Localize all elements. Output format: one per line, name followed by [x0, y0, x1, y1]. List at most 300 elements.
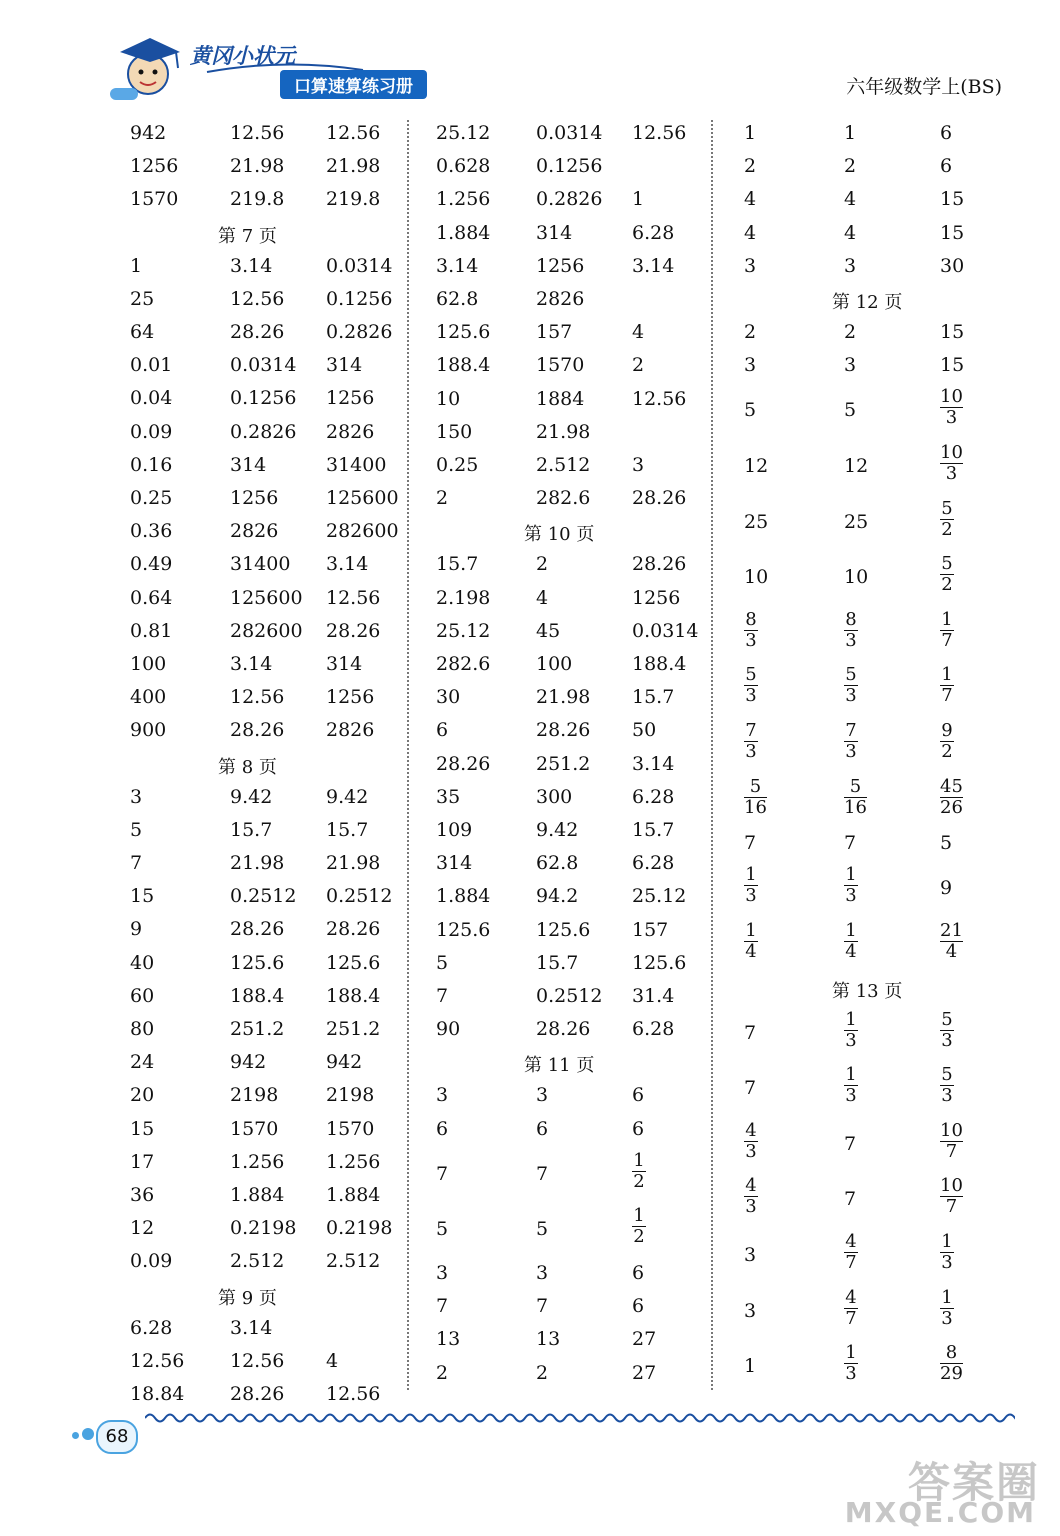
answer-value: 7 — [844, 1132, 857, 1155]
answer-value: 3 — [744, 1299, 757, 1322]
answer-value: 10 — [844, 566, 869, 589]
fraction-answer — [940, 777, 963, 818]
answer-value: 15 — [940, 354, 965, 377]
answer-value: 188.4 — [326, 984, 381, 1007]
answer-value: 4 — [844, 188, 857, 211]
answer-value: 125.6 — [230, 951, 285, 974]
answer-value: 28.26 — [536, 1018, 591, 1041]
answer-value: 7 — [844, 1188, 857, 1211]
answer-value: 30 — [436, 686, 461, 709]
answer-value: 35 — [436, 785, 461, 808]
answer-value: 28.26 — [632, 487, 687, 510]
answer-value: 7 — [744, 1077, 757, 1100]
numerator: 5 — [941, 1008, 953, 1030]
denominator: 3 — [941, 1252, 953, 1273]
answer-value: 251.2 — [326, 1018, 381, 1040]
answer-value: 21.98 — [326, 852, 381, 874]
denominator: 3 — [941, 1029, 953, 1051]
answer-value: 9.42 — [536, 819, 579, 841]
fraction-answer — [844, 921, 858, 962]
fraction-answer — [940, 1121, 963, 1162]
answer-value: 100 — [130, 653, 167, 675]
numerator: 4 — [745, 1119, 757, 1141]
answer-value: 3.14 — [632, 752, 675, 775]
answer-value: 90 — [436, 1018, 461, 1041]
numerator: 5 — [845, 664, 857, 686]
answer-value: 25.12 — [436, 122, 491, 144]
brand-subtitle: 口算速算练习册 — [280, 70, 427, 99]
numerator: 1 — [745, 920, 757, 941]
fraction-answer — [940, 1065, 954, 1106]
answer-value: 3.14 — [326, 553, 369, 576]
answer-value: 5 — [436, 1218, 449, 1241]
answer-value: 21.98 — [536, 686, 591, 709]
answer-value: 3 — [536, 1084, 549, 1107]
answer-value: 0.0314 — [632, 619, 699, 642]
answer-value: 2 — [536, 553, 549, 576]
answer-value: 10 — [744, 566, 769, 589]
fraction-answer — [940, 1010, 954, 1051]
answer-value: 28.26 — [326, 918, 381, 941]
answer-value: 1 — [632, 188, 645, 211]
answer-value: 6.28 — [632, 785, 675, 808]
answer-value: 6 — [436, 1117, 449, 1140]
answer-value: 0.2512 — [536, 985, 603, 1007]
numerator: 1 — [941, 1231, 953, 1252]
answer-value: 125.6 — [632, 951, 687, 974]
answer-value: 125.6 — [326, 951, 381, 974]
answer-value: 80 — [130, 1018, 155, 1040]
answer-value: 28.26 — [230, 321, 285, 343]
answer-value: 12 — [844, 455, 869, 477]
denominator: 3 — [845, 741, 857, 762]
numerator: 7 — [845, 720, 857, 741]
answer-value: 6 — [536, 1117, 549, 1140]
answer-value: 1.256 — [326, 1150, 381, 1173]
fraction-answer — [940, 1232, 954, 1273]
denominator: 7 — [941, 685, 953, 707]
answer-value: 0.2826 — [536, 188, 603, 211]
answer-value: 1.256 — [436, 188, 491, 211]
decor-dot — [82, 1428, 94, 1440]
numerator: 4 — [845, 1231, 857, 1252]
answer-value: 15.7 — [536, 951, 579, 974]
answer-value: 1884 — [536, 387, 585, 410]
answer-value: 125.6 — [536, 918, 591, 941]
fraction-answer — [632, 1151, 646, 1192]
denominator: 2 — [941, 741, 953, 762]
wave-divider — [145, 1408, 1015, 1428]
answer-value: 3.14 — [436, 254, 479, 277]
answer-value: 282.6 — [536, 487, 591, 510]
answer-value: 64 — [130, 321, 155, 343]
answer-value: 9 — [130, 918, 143, 941]
denominator: 3 — [745, 685, 757, 707]
answer-value: 0.09 — [130, 1250, 173, 1273]
numerator: 1 — [845, 1342, 857, 1364]
answer-value: 15 — [940, 321, 965, 343]
numerator: 1 — [845, 864, 857, 886]
answer-value: 0.49 — [130, 553, 173, 576]
answer-value: 12.56 — [230, 287, 285, 310]
fraction-answer — [940, 1288, 954, 1329]
answer-value: 7 — [744, 1021, 757, 1044]
answer-value: 25 — [744, 510, 769, 533]
numerator: 5 — [941, 553, 953, 575]
answer-value: 942 — [130, 122, 167, 144]
answer-value: 251.2 — [230, 1018, 285, 1040]
answer-value: 3.14 — [230, 254, 273, 277]
fraction-answer — [940, 443, 963, 484]
answer-value: 3 — [536, 1262, 549, 1284]
fraction-answer — [940, 921, 963, 962]
column-divider — [711, 120, 713, 1390]
answer-value: 2826 — [230, 520, 279, 543]
answer-value: 10 — [436, 387, 461, 410]
denominator: 3 — [745, 1196, 757, 1218]
answer-value: 25.12 — [632, 885, 687, 908]
denominator: 29 — [940, 1363, 963, 1385]
numerator: 8 — [945, 1342, 958, 1364]
answer-value: 0.81 — [130, 619, 173, 642]
numerator: 1 — [845, 1064, 857, 1086]
answer-value: 2826 — [326, 420, 375, 443]
denominator: 3 — [845, 885, 857, 907]
answer-value: 25 — [844, 510, 869, 533]
answer-value: 12.56 — [130, 1349, 185, 1372]
answer-value: 4 — [536, 586, 549, 609]
denominator: 3 — [941, 1085, 953, 1107]
numerator: 1 — [845, 1008, 857, 1030]
answer-value: 15.7 — [632, 819, 675, 841]
fraction-answer — [940, 387, 963, 428]
fraction-answer — [844, 777, 867, 818]
answer-value: 12.56 — [326, 1383, 381, 1405]
answer-value: 1 — [844, 122, 857, 144]
numerator: 7 — [745, 720, 757, 741]
brand-logo — [110, 28, 470, 103]
numerator: 1 — [745, 864, 757, 886]
numerator: 8 — [845, 608, 857, 630]
answer-value: 15.7 — [230, 818, 273, 841]
answer-value: 3.14 — [230, 653, 273, 675]
page-section-label: 第 12 页 — [832, 292, 903, 313]
answer-value: 15.7 — [436, 553, 479, 576]
brand-name: 黄冈小状元 — [190, 44, 295, 68]
answer-value: 157 — [536, 321, 573, 344]
denominator: 4 — [845, 941, 857, 962]
answer-value: 0.25 — [130, 487, 173, 509]
answer-value: 12.56 — [326, 122, 381, 144]
numerator: 4 — [745, 1175, 757, 1197]
answer-value: 7 — [744, 832, 757, 855]
answer-value: 6 — [940, 155, 953, 178]
numerator: 1 — [633, 1205, 645, 1227]
page-section-label: 第 11 页 — [524, 1055, 595, 1077]
answer-value: 1.884 — [230, 1184, 285, 1206]
answer-value: 1256 — [632, 586, 681, 609]
answer-value: 1256 — [230, 487, 279, 509]
numerator: 4 — [845, 1286, 857, 1308]
answer-value: 4 — [744, 188, 757, 211]
answer-value: 7 — [536, 1162, 549, 1185]
fraction-answer — [844, 1010, 858, 1051]
answer-value: 7 — [130, 852, 143, 874]
answer-value: 3 — [844, 254, 857, 277]
denominator: 3 — [845, 1085, 857, 1107]
answer-value: 3 — [844, 354, 857, 377]
answer-value: 4 — [744, 221, 757, 244]
answer-value: 0.2512 — [326, 885, 393, 908]
watermark-sub: MXQE.COM — [844, 1496, 1036, 1529]
answer-value: 12.56 — [230, 686, 285, 709]
answer-value: 60 — [130, 984, 155, 1007]
answer-value: 2 — [744, 321, 757, 343]
answer-value: 6 — [632, 1117, 645, 1140]
denominator: 4 — [945, 941, 958, 962]
answer-value: 28.26 — [230, 719, 285, 742]
answer-value: 5 — [130, 818, 143, 841]
numerator: 5 — [849, 775, 862, 797]
denominator: 3 — [941, 1307, 953, 1329]
answer-value: 1.884 — [326, 1184, 381, 1206]
answer-value: 28.26 — [632, 553, 687, 576]
answer-value: 15.7 — [632, 686, 675, 709]
answer-value: 251.2 — [536, 752, 591, 775]
answer-value: 2 — [436, 487, 449, 510]
answer-value: 0.0314 — [230, 354, 297, 377]
answer-value: 3 — [744, 1244, 757, 1266]
answer-value: 1256 — [130, 155, 179, 178]
fraction-answer — [844, 721, 858, 762]
answer-value: 2 — [436, 1361, 449, 1384]
answer-value: 0.2198 — [230, 1217, 297, 1240]
denominator: 4 — [745, 941, 757, 962]
answer-value: 314 — [326, 653, 363, 675]
answer-value: 25 — [130, 287, 155, 310]
answer-value: 24 — [130, 1051, 155, 1074]
denominator: 2 — [633, 1170, 645, 1192]
answer-value: 282600 — [326, 520, 399, 543]
denominator: 7 — [845, 1307, 857, 1329]
answer-value: 1.256 — [230, 1150, 285, 1173]
answer-value: 21.98 — [326, 155, 381, 178]
answer-value: 12.56 — [326, 586, 381, 609]
answer-value: 0.628 — [436, 155, 491, 178]
answer-value: 17 — [130, 1150, 155, 1173]
numerator: 5 — [745, 664, 757, 686]
answer-value: 3 — [744, 354, 757, 377]
denominator: 3 — [945, 463, 958, 484]
answer-value: 7 — [436, 1295, 449, 1318]
answer-value: 6.28 — [632, 852, 675, 875]
fraction-answer — [744, 665, 758, 706]
page-section-label: 第 13 页 — [832, 980, 903, 1002]
answer-value: 25.12 — [436, 619, 491, 642]
denominator: 3 — [745, 629, 757, 651]
fraction-answer — [744, 921, 758, 962]
answer-value: 3.14 — [632, 254, 675, 277]
fraction-answer — [844, 610, 858, 651]
answer-value: 6 — [632, 1262, 645, 1284]
answer-value: 0.64 — [130, 586, 173, 609]
denominator: 16 — [744, 796, 767, 818]
answer-value: 9.42 — [230, 785, 273, 808]
answer-value: 3.14 — [230, 1316, 273, 1339]
answer-value: 5 — [844, 399, 857, 422]
answer-value: 6.28 — [632, 221, 675, 244]
answer-value: 2 — [632, 354, 645, 377]
answer-value: 6.28 — [632, 1018, 675, 1041]
answer-value: 28.26 — [230, 1383, 285, 1405]
answer-value: 94.2 — [536, 885, 579, 908]
answer-value: 1570 — [230, 1117, 279, 1140]
numerator: 10 — [940, 1175, 963, 1197]
answer-value: 0.0314 — [326, 254, 393, 277]
answer-value: 2826 — [326, 719, 375, 742]
numerator: 45 — [940, 775, 963, 797]
answer-value: 5 — [744, 399, 757, 422]
answer-value: 219.8 — [230, 188, 285, 211]
numerator: 21 — [940, 920, 963, 941]
decor-dot — [72, 1432, 79, 1439]
answer-value: 28.26 — [326, 619, 381, 642]
fraction-answer — [940, 610, 954, 651]
numerator: 1 — [845, 920, 857, 941]
numerator: 9 — [941, 720, 953, 741]
answer-value: 40 — [130, 951, 155, 974]
page-number: 68 — [96, 1420, 138, 1454]
answer-value: 2.198 — [436, 586, 491, 609]
denominator: 3 — [845, 629, 857, 651]
denominator: 16 — [844, 796, 867, 818]
denominator: 3 — [745, 741, 757, 762]
answer-value: 12 — [130, 1217, 155, 1240]
answer-value: 1256 — [326, 387, 375, 410]
answer-value: 314 — [436, 852, 473, 875]
numerator: 10 — [940, 442, 963, 463]
answer-value: 12.56 — [230, 122, 285, 144]
answer-value: 0.16 — [130, 453, 173, 476]
answer-value: 62.8 — [436, 288, 479, 310]
answer-value: 2826 — [536, 288, 585, 310]
answer-value: 100 — [536, 653, 573, 675]
answer-value: 0.2826 — [230, 420, 297, 443]
denominator: 2 — [941, 574, 953, 596]
fraction-answer — [940, 499, 954, 540]
answer-value: 6 — [436, 719, 449, 742]
fraction-answer — [744, 1176, 758, 1217]
denominator: 3 — [945, 407, 958, 429]
answer-value: 45 — [536, 619, 561, 642]
answer-value: 13 — [436, 1328, 461, 1351]
answer-value: 0.01 — [130, 354, 173, 377]
watermark-main: 答案圈 — [907, 1458, 1040, 1507]
answer-value: 12.56 — [632, 122, 687, 144]
fraction-answer — [844, 865, 858, 906]
denominator: 2 — [633, 1226, 645, 1248]
answer-value: 150 — [436, 420, 473, 443]
page-section-label: 第 8 页 — [218, 756, 277, 778]
answer-value: 314 — [536, 221, 573, 244]
answer-value: 5 — [536, 1218, 549, 1241]
answer-value: 300 — [536, 785, 573, 808]
answer-value: 0.2512 — [230, 885, 297, 908]
answer-value: 15.7 — [326, 818, 369, 841]
answer-value: 109 — [436, 819, 473, 841]
answer-value: 1 — [744, 1355, 757, 1378]
answer-value: 7 — [436, 985, 449, 1007]
answer-value: 31.4 — [632, 985, 675, 1007]
answer-value: 0.2826 — [326, 321, 393, 343]
denominator: 7 — [941, 629, 953, 651]
answer-value: 0.0314 — [536, 122, 603, 144]
answer-value: 2.512 — [326, 1250, 381, 1273]
answer-value: 12.56 — [632, 387, 687, 410]
answer-value: 15 — [130, 885, 155, 908]
numerator: 1 — [941, 608, 953, 630]
answer-value: 125600 — [230, 586, 303, 609]
numerator: 1 — [941, 664, 953, 686]
answer-value: 1570 — [130, 188, 179, 211]
answer-value: 219.8 — [326, 188, 381, 211]
answer-value: 282.6 — [436, 653, 491, 675]
answer-value: 12 — [744, 455, 769, 477]
answer-value: 0.04 — [130, 387, 173, 410]
answer-value: 15 — [130, 1117, 155, 1140]
answer-value: 1570 — [536, 354, 585, 377]
answer-value: 125600 — [326, 487, 399, 509]
answer-value: 1.884 — [436, 221, 491, 244]
column-divider — [407, 120, 409, 1390]
fraction-answer — [744, 865, 758, 906]
answer-value: 6 — [632, 1295, 645, 1318]
numerator: 5 — [749, 775, 762, 797]
answer-value: 36 — [130, 1184, 155, 1206]
fraction-answer — [940, 554, 954, 595]
answer-value: 27 — [632, 1361, 657, 1384]
answer-value: 1 — [130, 254, 143, 277]
fraction-answer — [940, 1176, 963, 1217]
mascot-icon — [110, 28, 200, 103]
fraction-answer — [844, 1288, 858, 1329]
answer-value: 9 — [940, 877, 953, 900]
fraction-answer — [744, 721, 758, 762]
answer-value: 7 — [844, 832, 857, 855]
answer-value: 18.84 — [130, 1383, 185, 1405]
answer-value: 3 — [632, 454, 645, 476]
answer-value: 1 — [744, 122, 757, 144]
answer-value: 15 — [940, 188, 965, 211]
page-section-label: 第 9 页 — [218, 1287, 277, 1309]
answer-value: 6 — [632, 1084, 645, 1107]
answer-value: 0.1256 — [536, 155, 603, 178]
answer-value: 1256 — [536, 254, 585, 277]
answer-value: 3 — [744, 254, 757, 277]
fraction-answer — [940, 721, 954, 762]
answer-value: 2 — [844, 155, 857, 178]
answer-value: 0.25 — [436, 454, 479, 476]
watermark — [825, 1450, 1040, 1530]
answer-value: 3 — [130, 785, 143, 808]
answer-value: 21.98 — [536, 420, 591, 443]
answer-value: 125.6 — [436, 321, 491, 344]
answer-value: 282600 — [230, 619, 303, 642]
answer-value: 3 — [436, 1262, 449, 1284]
fraction-answer — [744, 1121, 758, 1162]
answer-value: 2198 — [230, 1084, 279, 1107]
answer-value: 4 — [844, 221, 857, 244]
